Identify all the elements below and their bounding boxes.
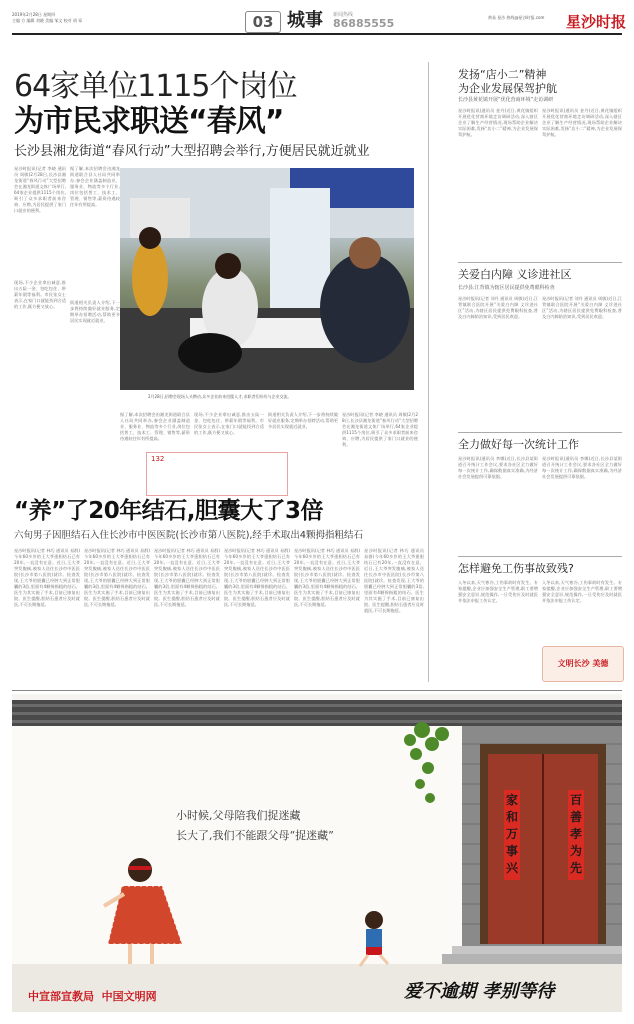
right-s2-tagline: 长沙县:江背镇为辖区居民提供免费眼科检查 [458,285,555,291]
mid-marker-label: 132 [151,455,165,463]
ad-illustration [12,694,622,1012]
story2-subhead: 六旬男子因胆结石入住长沙市中医医院(长沙市第八医院),经手术取出4颗拇指粗结石 [14,530,363,541]
right-s1-tagline: 长沙县黄花镇开展“优化营商环境”走访调研 [458,97,554,103]
header-rule [12,33,622,35]
lead-body-lower-4: 星沙时报讯(记者 李晓 通讯员 周敏)2月28日,长沙县湘龙街道“春风行动”大型招聘会在湘龙街道文体广场举行,64家企业提供1115个岗位,吸引了众多求职者前来咨询、应聘,为居民提供了家门口就业的便利。 [342,412,418,447]
photo-scene [120,168,414,390]
lead-headline-1: 64家单位1115个岗位 [14,69,297,104]
civic-badge-label: 文明长沙 美德 [557,659,609,668]
story2-col4: 星沙时报讯(记者 林巧 通讯员 易群)今年60多岁的王大爷患胆结石已有20年,一直没有在意。近日,王大爷突发腹痛,被家人送往长沙市中医医院(长沙市第八医院)就诊。检查发现,王大爷的胆囊已经肿大到正常胆囊的3倍,里面有4颗拇指粗的结石。医生为其实施了手术,目前已康复出院。医生提醒,胆结石患者应及时就医,不可长期拖延。 [224,548,290,607]
lead-body-col1b: 现场,不少企业拿出诚意,推出五险一金、包吃包住、带薪年假等福利。市民张女士表示,在家门口就能找到合适的工作,既方便又放心。 [14,280,66,309]
lead-body-lower-1: 据了解,本次招聘会由湘龙街道联合县人社局共同举办,参会企业涵盖制造业、服务业、物流等多个行业,岗位包括普工、技术工、管理、销售等,薪资待遇较往年有所提高。 [120,412,190,441]
civic-badge [542,646,624,682]
ad-panel [12,694,622,1012]
mid-marker [146,452,288,496]
lead-headline-2: 为市民求职送“春风” [14,104,284,139]
lead-body-lower-2: 现场,不少企业拿出诚意,推出五险一金、包吃包住、带薪年假等福利。市民张女士表示,在家门口就能找到合适的工作,既方便又放心。 [194,412,264,435]
right-rule-1 [458,262,622,263]
story2-col1: 星沙时报讯(记者 林巧 通讯员 易群)今年60多岁的王大爷患胆结石已有20年,一直没有在意。近日,王大爷突发腹痛,被家人送往长沙市中医医院(长沙市第八医院)就诊。检查发现,王大爷的胆囊已经肿大到正常胆囊的3倍,里面有4颗拇指粗的结石。医生为其实施了手术,目前已康复出院。医生提醒,胆结石患者应及时就医,不可长期拖延。 [14,548,80,607]
hotline-number: 86885555 [333,17,395,30]
header-date [12,12,122,23]
hotline-label: 新闻热线 [333,12,354,18]
story2-col6: 星沙时报讯(记者 林巧 通讯员 易群)今年60多岁的王大爷患胆结石已有20年,一直没有在意。近日,王大爷突发腹痛,被家人送往长沙市中医医院(长沙市第八医院)就诊。检查发现,王大爷的胆囊已经肿大到正常胆囊的3倍,里面有4颗拇指粗的结石。医生为其实施了手术,目前已康复出院。医生提醒,胆结石患者应及时就医,不可长期拖延。 [364,548,424,613]
header-date-line1: 2019年2月28日 星期四 [12,12,56,17]
header-date-line2: 主编 方 编辑 刘晓 美编 邹文 校对 胡 章 [12,17,83,23]
story2-col5: 星沙时报讯(记者 林巧 通讯员 易群)今年60多岁的王大爷患胆结石已有20年,一直没有在意。近日,王大爷突发腹痛,被家人送往长沙市中医医院(长沙市第八医院)就诊。检查发现,王大爷的胆囊已经肿大到正常胆囊的3倍,里面有4颗拇指粗的结石。医生为其实施了手术,目前已康复出院。医生提醒,胆结石患者应及时就医,不可长期拖延。 [294,548,360,607]
right-s3-headline: 全力做好每一次统计工作 [458,438,579,451]
couplet-right: 百善孝为先 [569,793,582,875]
right-rule-2 [458,432,622,433]
right-s2-col2: 星沙时报讯(记者 刘丹 通讯员 周敏)近日,江背镇联合医院开展“关爱白内障 义诊进社区”活动,为辖区居民提供免费眼科检查,普及白内障防治知识,受到居民欢迎。 [542,296,622,319]
ad-line-1: 小时候,父母陪我们捉迷藏 [176,809,301,822]
right-s1-headline: 发扬“店小二”精神 [458,68,547,81]
right-s2-headline: 关爱白内障 义诊进社区 [458,268,572,281]
right-s1-col1: 星沙时报讯(通讯员 金丹)近日,黄花镇组织开展优化营商环境走访调研活动,深入辖区企业了解生产经营情况,现场帮助企业解决实际困难,发扬“店小二”精神,为企业发展保驾护航。 [458,108,538,137]
story2-headline: “养”了20年结石,胆囊大了3倍 [14,498,323,524]
ad-top-rule [12,690,622,691]
right-s4-col2: 入冬以来,天气寒冷,工伤事故时有发生。专家提醒,企业应加强安全生产管理,职工要增强安全意识,规范操作,一旦受伤应及时就医并依法申报工伤认定。 [542,580,622,603]
lead-body-lower-3: 街道相关负责人介绍,下一步将持续做好就业服务,定期举办招聘活动,帮助更多居民实现就近就业。 [268,412,338,429]
right-s1-subhead: 为企业发展保驾护航 [458,82,557,95]
right-s3-col1: 星沙时报讯(通讯员 李娜)近日,长沙县某街道召开统计工作会议,要求各社区全力做好每一次统计工作,确保数据真实准确,为经济社会发展提供可靠依据。 [458,456,538,479]
lead-photo-caption: 2月28日,招聘会现场人头攒动,众多企业前来招揽人才,求职者们纷纷与企业交流。 [148,394,292,399]
header-contact: 黄易 星沙 热线@星沙时报.com [488,15,545,20]
lead-subhead: 长沙县湘龙街道“春风行动”大型招聘会举行,方便居民就近就业 [14,144,370,159]
right-s3-col2: 星沙时报讯(通讯员 李娜)近日,长沙县某街道召开统计工作会议,要求各社区全力做好每一次统计工作,确保数据真实准确,为经济社会发展提供可靠依据。 [542,456,622,479]
section-title: 城事 [287,10,323,31]
lead-body-col2: 据了解,本次招聘会由湘龙街道联合县人社局共同举办,参会企业涵盖制造业、服务业、物流等多个行业,岗位包括普工、技术工、管理、销售等,薪资待遇较往年有所提高。 [70,166,120,207]
lead-body-col2b: 街道相关负责人介绍,下一步将持续做好就业服务,定期举办招聘活动,帮助更多居民实现就近就业。 [70,300,120,323]
lead-photo [120,168,414,390]
ad-footer-credit: 中宣部宣教局 中国文明网 [28,990,157,1003]
ad-line-2: 长大了,我们不能跟父母“捉迷藏” [176,829,334,842]
right-rule-3 [458,556,622,557]
right-s2-col1: 星沙时报讯(记者 刘丹 通讯员 周敏)近日,江背镇联合医院开展“关爱白内障 义诊进社区”活动,为辖区居民提供免费眼科检查,普及白内障防治知识,受到居民欢迎。 [458,296,538,319]
right-s1-col2: 星沙时报讯(通讯员 金丹)近日,黄花镇组织开展优化营商环境走访调研活动,深入辖区企业了解生产经营情况,现场帮助企业解决实际困难,发扬“店小二”精神,为企业发展保驾护航。 [542,108,622,137]
couplet-left: 家和万事兴 [505,793,518,875]
right-s4-col1: 入冬以来,天气寒冷,工伤事故时有发生。专家提醒,企业应加强安全生产管理,职工要增强安全意识,规范操作,一旦受伤应及时就医并依法申报工伤认定。 [458,580,538,603]
paper-name: 星沙时报 [566,13,627,31]
page-number: 03 [245,11,281,33]
ad-slogan: 爱不逾期 孝别等待 [404,981,555,1002]
column-divider [428,62,429,682]
right-s4-headline: 怎样避免工伤事故致残? [458,562,574,575]
story2-col3: 星沙时报讯(记者 林巧 通讯员 易群)今年60多岁的王大爷患胆结石已有20年,一直没有在意。近日,王大爷突发腹痛,被家人送往长沙市中医医院(长沙市第八医院)就诊。检查发现,王大爷的胆囊已经肿大到正常胆囊的3倍,里面有4颗拇指粗的结石。医生为其实施了手术,目前已康复出院。医生提醒,胆结石患者应及时就医,不可长期拖延。 [154,548,220,607]
story2-col2: 星沙时报讯(记者 林巧 通讯员 易群)今年60多岁的王大爷患胆结石已有20年,一直没有在意。近日,王大爷突发腹痛,被家人送往长沙市中医医院(长沙市第八医院)就诊。检查发现,王大爷的胆囊已经肿大到正常胆囊的3倍,里面有4颗拇指粗的结石。医生为其实施了手术,目前已康复出院。医生提醒,胆结石患者应及时就医,不可长期拖延。 [84,548,150,607]
lead-body-col1: 星沙时报讯(记者 李晓 通讯员 周敏)2月28日,长沙县湘龙街道“春风行动”大型招聘会在湘龙街道文体广场举行,64家企业提供1115个岗位,吸引了众多求职者前来咨询、应聘,为居民提供了家门口就业的便利。 [14,166,66,213]
